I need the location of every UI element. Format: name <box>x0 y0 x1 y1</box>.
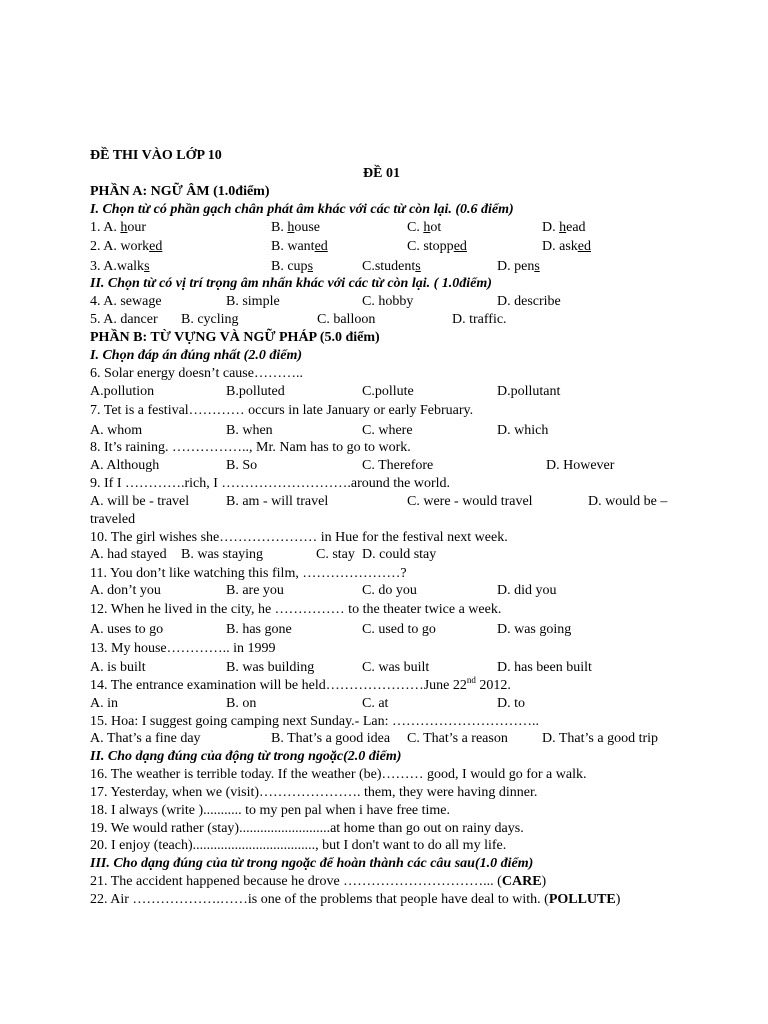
option-c: C. That’s a reason <box>407 731 508 746</box>
option-d: D. traffic. <box>452 312 507 327</box>
option-b: B. cups <box>271 259 314 274</box>
option-b: B. cycling <box>181 312 239 327</box>
option-a: A. whom <box>90 423 143 438</box>
option-a: A. don’t you <box>90 583 161 598</box>
section-2-heading: II. Chọn từ có vị trí trọng âm nhấn khác với các từ còn lại. ( 1.0điểm) <box>90 276 492 291</box>
section-1-heading: I. Chọn từ có phần gạch chân phát âm khác với các từ còn lại. (0.6 điểm) <box>90 202 514 217</box>
option-c: C. do you <box>362 583 417 598</box>
question-3: 3. A.walks <box>90 259 150 274</box>
part-b-section-3-heading: III. Cho dạng đúng của từ trong ngoặc để hoàn thành các câu sau(1.0 điểm) <box>90 856 534 871</box>
option-b: B. house <box>271 220 321 235</box>
option-a: A. uses to go <box>90 622 164 637</box>
option-a: A. in <box>90 696 118 711</box>
option-d: D. could stay <box>362 547 437 562</box>
option-b: B. That’s a good idea <box>271 731 391 746</box>
question-14: 14. The entrance examination will be held…………………June 22nd 2012. <box>90 675 511 693</box>
option-c: C. where <box>362 423 413 438</box>
exam-code: ĐỀ 01 <box>363 166 400 181</box>
option-c: C. stopped <box>407 239 467 254</box>
question-9: 9. If I ………….rich, I ……………………….around the world. <box>90 476 451 491</box>
option-a: A. Although <box>90 458 160 473</box>
option-c: C. balloon <box>317 312 376 327</box>
question-8: 8. It’s raining. …………….., Mr. Nam has to go to work. <box>90 440 411 455</box>
option-b: B. wanted <box>271 239 328 254</box>
option-c: C. at <box>362 696 389 711</box>
option-a: A. hour <box>103 220 147 235</box>
option-d-continued: traveled <box>90 512 136 527</box>
question-number: 1. <box>90 220 104 235</box>
option-d: D. That’s a good trip <box>542 731 659 746</box>
question-12: 12. When he lived in the city, he …………… to the theater twice a week. <box>90 602 502 617</box>
question-7: 7. Tet is a festival………… occurs in late January or early February. <box>90 403 474 418</box>
question-2 <box>90 239 162 255</box>
option-c: C. hobby <box>362 294 414 309</box>
question-6: 6. Solar energy doesn’t cause……….. <box>90 366 303 381</box>
option-c: C. Therefore <box>362 458 434 473</box>
option-d: D. has been built <box>497 660 592 675</box>
option-d: D. pens <box>497 259 540 274</box>
question-1 <box>90 220 146 236</box>
option-c: C.pollute <box>362 384 414 399</box>
option-d: D. asked <box>542 239 591 254</box>
option-c: C.students <box>362 259 421 274</box>
option-a: A. had stayed <box>90 547 167 562</box>
question-10: 10. The girl wishes she………………… in Hue for the festival next week. <box>90 530 508 545</box>
option-b: B. am - will travel <box>226 494 329 509</box>
option-c: C. was built <box>362 660 430 675</box>
option-c: C. stay <box>316 547 355 562</box>
option-b: B. was staying <box>181 547 264 562</box>
question-18: 18. I always (write )........... to my pen pal when i have free time. <box>90 803 451 818</box>
option-c: C. were - would travel <box>407 494 533 509</box>
option-d: D. However <box>546 458 615 473</box>
part-a-heading: PHẦN A: NGỮ ÂM (1.0điểm) <box>90 184 270 199</box>
part-b-section-1-heading: I. Chọn đáp án đúng nhất (2.0 điểm) <box>90 348 302 363</box>
option-b: B. has gone <box>226 622 292 637</box>
question-number: 2. <box>90 239 104 254</box>
question-15: 15. Hoa: I suggest going camping next Sunday.- Lan: ………………………….. <box>90 714 539 729</box>
option-b: B. simple <box>226 294 280 309</box>
option-d: D. which <box>497 423 549 438</box>
question-20: 20. I enjoy (teach)..................................., but I don't want to do all my life. <box>90 838 507 853</box>
option-a: A. worked <box>103 239 163 254</box>
option-d: D. was going <box>497 622 572 637</box>
page-title: ĐỀ THI VÀO LỚP 10 <box>90 148 222 163</box>
option-d: D. head <box>542 220 586 235</box>
option-d: D. to <box>497 696 525 711</box>
option-d: D. did you <box>497 583 557 598</box>
question-5: 5. A. dancer <box>90 312 158 327</box>
option-b: B. So <box>226 458 258 473</box>
question-22: 22. Air ……………….……is one of the problems that people have deal to with. (POLLUTE) <box>90 892 621 907</box>
question-16: 16. The weather is terrible today. If the weather (be)……… good, I would go for a walk. <box>90 767 587 782</box>
option-a: A. is built <box>90 660 146 675</box>
option-c: C. used to go <box>362 622 436 637</box>
option-c: C. hot <box>407 220 442 235</box>
option-a: A. That’s a fine day <box>90 731 201 746</box>
question-19: 19. We would rather (stay)..........................at home than go out on rainy days. <box>90 821 524 836</box>
option-a: A. will be - travel <box>90 494 190 509</box>
question-21: 21. The accident happened because he drove …………………………... (CARE) <box>90 874 547 889</box>
option-d: D. would be – <box>588 494 668 509</box>
option-b: B. are you <box>226 583 284 598</box>
option-b: B. when <box>226 423 273 438</box>
question-11: 11. You don’t like watching this film, …………………? <box>90 566 407 581</box>
part-b-section-2-heading: II. Cho dạng đúng của động từ trong ngoặc(2.0 điểm) <box>90 749 402 764</box>
question-4: 4. A. sewage <box>90 294 162 309</box>
option-d: D.pollutant <box>497 384 561 399</box>
option-a: A.pollution <box>90 384 155 399</box>
option-b: B. was building <box>226 660 315 675</box>
question-13: 13. My house………….. in 1999 <box>90 641 276 656</box>
question-17: 17. Yesterday, when we (visit)…………………. them, they were having dinner. <box>90 785 538 800</box>
option-b: B.polluted <box>226 384 285 399</box>
option-b: B. on <box>226 696 257 711</box>
part-b-heading: PHẦN B: TỪ VỰNG VÀ NGỮ PHÁP (5.0 điểm) <box>90 330 380 345</box>
option-d: D. describe <box>497 294 561 309</box>
